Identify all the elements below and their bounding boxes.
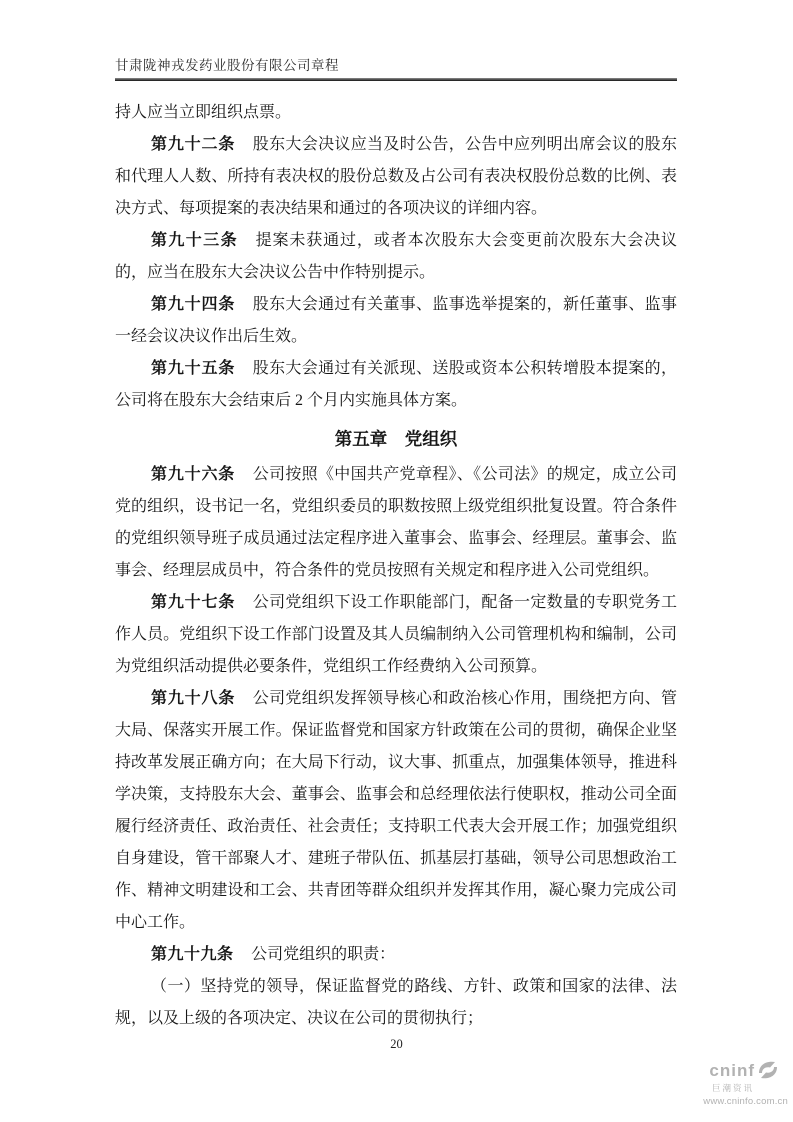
article-99 <box>115 939 677 971</box>
article-text: 股东大会决议应当及时公告，公告中应列明出席会议的股东和代理人人数、所持有表决权的股份总数及占公司有表决权股份总数的比例、表决方式、每项提案的表决结果和通过的各项决议的详细内容。 <box>115 136 677 217</box>
page-number: 20 <box>390 1037 403 1051</box>
article-label: 第九十三条 <box>151 232 238 249</box>
logo-url: www.cninfo.com.cn <box>703 1095 788 1107</box>
article-label: 第九十六条 <box>151 466 236 483</box>
paragraph-continuation <box>115 97 677 129</box>
chapter-title: 党组织 <box>404 429 458 449</box>
article-label: 第九十四条 <box>151 296 236 313</box>
article-text: 公司党组织下设工作职能部门，配备一定数量的专职党务工作人员。党组织下设工作部门设置及其人员编制纳入公司管理机构和编制，公司为党组织活动提供必要条件，党组织工作经费纳入公司预算。 <box>115 594 677 675</box>
article-94 <box>115 289 677 353</box>
article-92 <box>115 129 677 225</box>
article-96 <box>115 459 677 587</box>
article-97 <box>115 587 677 683</box>
article-text: 公司按照《中国共产党章程》、《公司法》的规定，成立公司党的组织，设书记一名，党组织委员的职数按照上级党组织批复设置。符合条件的党组织领导班子成员通过法定程序进入董事会、监事会、经理层。董事会、监事会、经理层成员中，符合条件的党员按照有关规定和程序进入公司党组织。 <box>115 466 677 579</box>
chapter-heading <box>115 423 677 455</box>
header-divider <box>115 78 677 81</box>
article-label: 第九十五条 <box>151 360 236 377</box>
article-text: 股东大会通过有关派现、送股或资本公积转增股本提案的，公司将在股东大会结束后 2 个月内实施具体方案。 <box>115 360 677 409</box>
article-93 <box>115 225 677 289</box>
article-label: 第九十二条 <box>151 136 236 153</box>
article-text: 股东大会通过有关董事、监事选举提案的，新任董事、监事一经会议决议作出后生效。 <box>115 296 677 345</box>
logo-brand-row <box>676 1058 788 1082</box>
clause-item-1 <box>115 971 677 1035</box>
paragraph-text: 持人应当立即组织点票。 <box>115 104 292 121</box>
article-95 <box>115 353 677 417</box>
logo-brand-text: cninf <box>709 1060 755 1080</box>
article-text: 提案未获通过，或者本次股东大会变更前次股东大会决议的，应当在股东大会决议公告中作特别提示。 <box>115 232 677 281</box>
page-header <box>115 54 677 81</box>
article-text: 公司党组织发挥领导核心和政治核心作用，围绕把方向、管大局、保落实开展工作。保证监督党和国家方针政策在公司的贯彻，确保企业坚持改革发展正确方向；在大局下行动，议大事、抓重点，加强集体领导，推进科学决策，支持股东大会、董事会、监事会和总经理依法行使职权，推动公司全面履行经济责任、政治责任、社会责任；支持职工代表大会开展工作；加强党组织自身建设，管干部聚人才、建班子带队伍、抓基层打基础，领导公司思想政治工作、精神文明建设和工会、共青团等群众组织并发挥其作用，凝心聚力完成公司中心工作。 <box>115 690 677 931</box>
article-label: 第九十七条 <box>151 594 236 611</box>
logo-chinese-name: 巨潮资讯 <box>711 1083 754 1093</box>
article-label: 第九十八条 <box>151 690 236 707</box>
document-title: 甘肃陇神戎发药业股份有限公司章程 <box>115 58 339 73</box>
cninfo-swirl-icon <box>756 1058 780 1082</box>
article-label: 第九十九条 <box>151 946 234 963</box>
document-body <box>115 97 677 1035</box>
clause-text: （一）坚持党的领导，保证监督党的路线、方针、政策和国家的法律、法规，以及上级的各项决定、决议在公司的贯彻执行； <box>115 978 677 1027</box>
article-98 <box>115 683 677 939</box>
chapter-label: 第五章 <box>334 429 388 449</box>
article-text: 公司党组织的职责： <box>251 946 396 963</box>
cninfo-logo <box>676 1058 788 1106</box>
